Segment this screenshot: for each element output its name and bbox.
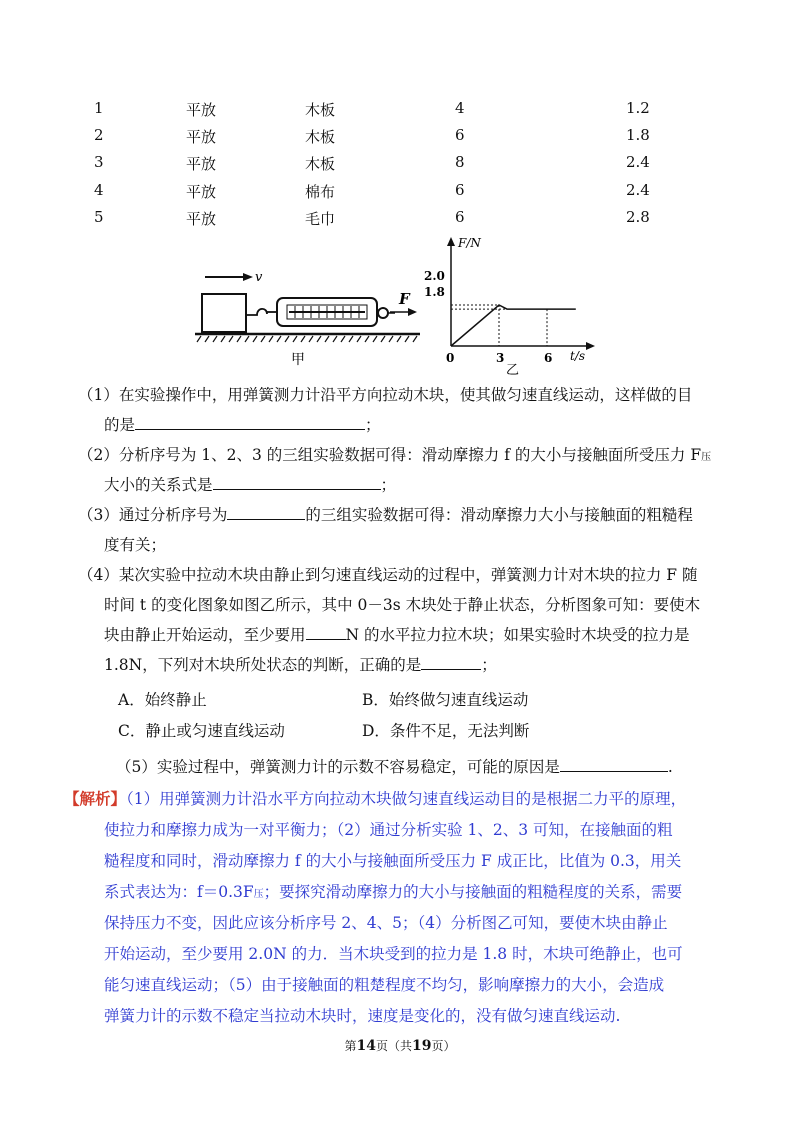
answer-blank[interactable] — [213, 473, 381, 490]
analysis-line-1: 【解析】（1）用弹簧测力计沿水平方向拉动木块做匀速直线运动目的是根据二力平的原理， — [64, 789, 687, 808]
question-3-line-2: 度有关； — [104, 536, 167, 554]
question-3-line-1: （3）通过分析序号为 的三组实验数据可得：滑动摩擦力大小与接触面的粗糙程 — [78, 502, 693, 528]
table-row: 2 平放 木板 6 1.8 — [94, 126, 650, 146]
analysis-line-3: 糙程度和同时，滑动摩擦力 f 的大小与接触面所受压力 F 成正比，比值为 0.3，用关 — [104, 852, 682, 870]
page-footer: 第14页（共19页） — [344, 1038, 456, 1054]
y-tick-label: 2.0 — [424, 269, 445, 283]
option-b: B．始终做匀速直线运动 — [362, 691, 529, 709]
question-5: （5）实验过程中，弹簧测力计的示数不容易稳定，可能的原因是 . — [116, 754, 673, 780]
analysis-line-6: 开始运动，至少要用 2.0N 的力．当木块受到的拉力是 1.8 时，木块可绝静止，也可 — [104, 945, 683, 963]
option-a: A．始终静止 — [118, 691, 207, 709]
figure-jia-apparatus — [195, 262, 425, 372]
figure-yi-graph — [420, 234, 600, 376]
answer-blank[interactable] — [306, 623, 346, 640]
x-tick-label: 0 — [446, 351, 455, 365]
question-4-line-1: （4）某次实验中拉动木块由静止到匀速直线运动的过程中，弹簧测力计对木块的拉力 F 随 — [78, 566, 698, 584]
analysis-line-5: 保持压力不变，因此应该分析序号 2、4、5；（4）分析图乙可知，要使木块由静止 — [104, 914, 668, 932]
question-2-line-1: （2）分析序号为 1、2、3 的三组实验数据可得：滑动摩擦力 f 的大小与接触面所受压力 F压 — [78, 446, 712, 464]
wood-block — [202, 294, 246, 332]
answer-blank[interactable] — [227, 503, 305, 520]
table-row: 1 平放 木板 4 1.2 — [94, 99, 650, 119]
table-row: 5 平放 毛巾 6 2.8 — [94, 208, 650, 228]
y-tick-label: 1.8 — [424, 285, 445, 299]
analysis-tag: 【解析】 — [64, 789, 127, 808]
question-4-line-2: 时间 t 的变化图象如图乙所示，其中 0－3s 木块处于静止状态，分析图象可知：要使木 — [104, 596, 701, 614]
option-d: D．条件不足，无法判断 — [362, 722, 530, 740]
x-axis-label: t/s — [570, 349, 586, 363]
force-label: F — [399, 290, 410, 308]
analysis-line-7: 能匀速直线运动；（5）由于接触面的粗楚程度不均匀，影响摩擦力的大小，会造成 — [104, 976, 665, 994]
velocity-label: v — [255, 270, 263, 285]
analysis-line-4: 系式表达为：f＝0.3F压；要探究滑动摩擦力的大小与接触面的粗糙程度的关系，需要 — [104, 883, 683, 901]
series-line — [451, 305, 576, 346]
analysis-line-8: 弹簧力计的示数不稳定当拉动木块时，速度是变化的，没有做匀速直线运动. — [104, 1007, 621, 1025]
question-1-line-1: （1）在实验操作中，用弹簧测力计沿平方向拉动木块，使其做匀速直线运动，这样做的目 — [78, 386, 693, 404]
x-tick-label: 3 — [496, 351, 505, 365]
answer-blank[interactable] — [421, 653, 481, 670]
analysis-line-2: 使拉力和摩擦力成为一对平衡力；（2）通过分析实验 1、2、3 可知，在接触面的粗 — [104, 821, 673, 839]
figure-caption-yi: 乙 — [506, 363, 520, 376]
y-axis-label: F/N — [458, 236, 481, 250]
table-row: 3 平放 木板 8 2.4 — [94, 153, 650, 173]
figure-caption-jia: 甲 — [291, 352, 305, 368]
question-1-line-2: 的是 ； — [104, 412, 381, 438]
question-4-line-4: 1.8N，下列对木块所处状态的判断，正确的是 ； — [104, 652, 497, 678]
question-2-line-2: 大小的关系式是 ； — [104, 472, 396, 498]
table-row: 4 平放 棉布 6 2.4 — [94, 181, 650, 201]
answer-blank[interactable] — [135, 413, 365, 430]
question-4-line-3: 块由静止开始运动，至少要用 N 的水平拉力拉木块；如果实验时木块受的拉力是 — [104, 622, 690, 648]
answer-blank[interactable] — [560, 755, 668, 772]
option-c: C．静止或匀速直线运动 — [118, 722, 285, 740]
x-tick-label: 6 — [544, 351, 553, 365]
